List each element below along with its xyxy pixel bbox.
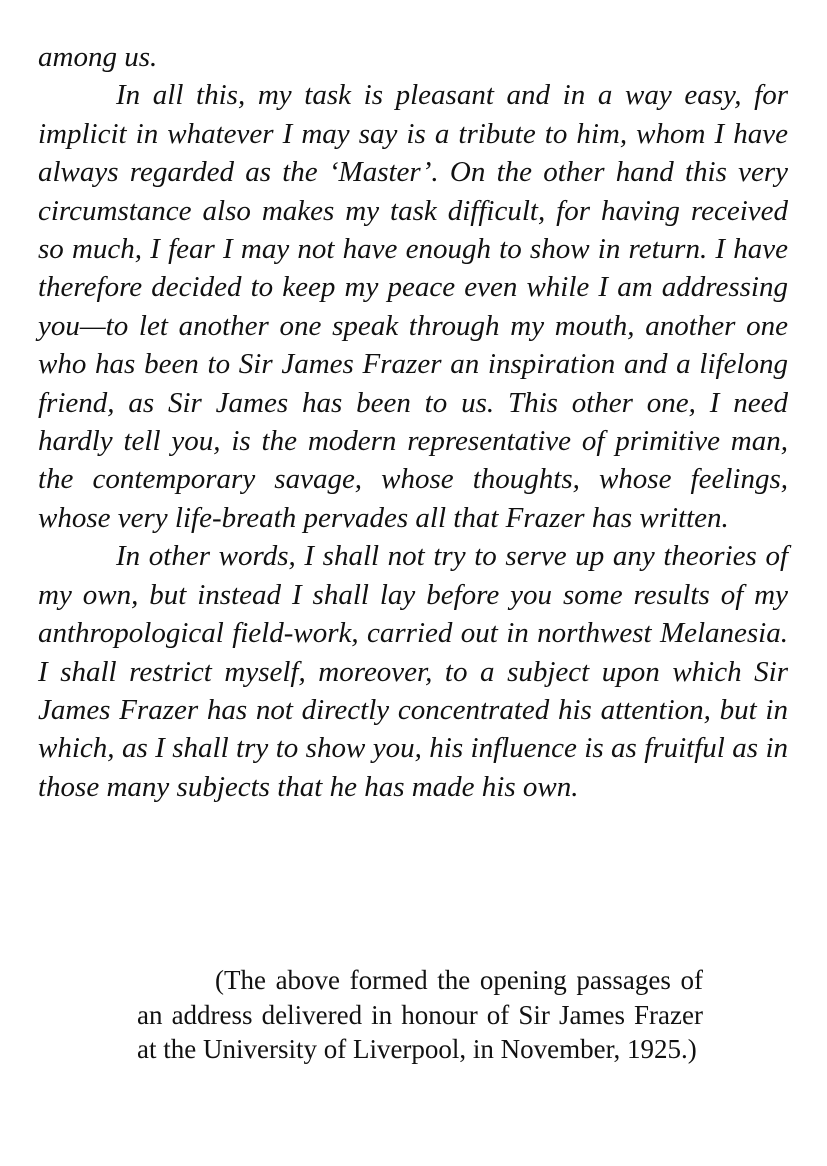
paragraph: In all this, my task is pleasant and in a way easy, for implicit in whatever I may say is a tribute to him, whom I have always regarded as the ‘Master’. On the other hand this very circumstance also makes my task difficult, for having received so much, I fear I may not have enough to show in return. I have therefore decided to keep my peace even while I am addressing you—to let another one speak through my mouth, another one who has been to Sir James Frazer an inspiration and a lifelong friend, as Sir James has been to us. This other one, I need hardly tell you, is the modern representative of primitive man, the contemporary savage, whose thoughts, whose feelings, whose very life-breath pervades all that Frazer has written.: [38, 79, 788, 534]
body-text: [38, 38, 788, 806]
paragraph: In other words, I shall not try to serve up any theories of my own, but instead I shall lay before you some results of my anthropological field-work, carried out in northwest Melanesia. I shall restrict myself, moreover, to a subject upon which Sir James Frazer has not directly concentrated his attention, but in which, as I shall try to show you, his influence is as fruitful as in those many subjects that he has made his own.: [38, 540, 788, 803]
document-page: [38, 38, 788, 1065]
paragraph-continuation: among us.: [38, 41, 158, 73]
address-note: (The above formed the opening passages of an address delivered in honour of Sir James Frazer at the University of Liverpool, in November, 1925.): [137, 965, 703, 1065]
